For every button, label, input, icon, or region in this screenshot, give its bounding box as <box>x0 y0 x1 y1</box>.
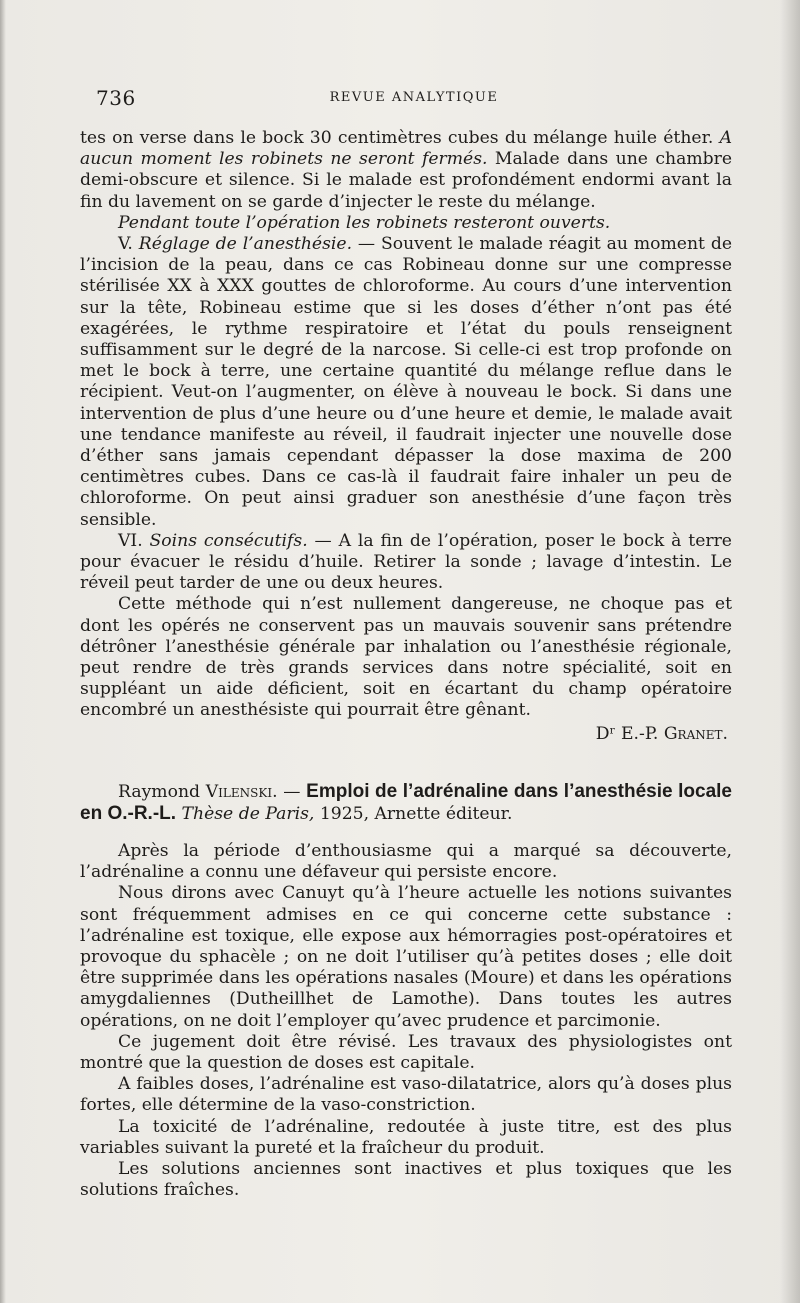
review-spacer <box>80 825 732 841</box>
paragraph-1 <box>80 128 732 213</box>
paragraph-2-italic: Pendant toute l’opération les robinets resteront ouverts. <box>118 212 611 233</box>
section-vi-label: VI. <box>118 530 150 551</box>
paragraph-1-italic: A aucun moment les robinets ne seront fermés. <box>80 128 732 170</box>
page-left-shadow <box>0 0 6 1303</box>
review-title: Emploi de l’adrénaline dans l’anesthésie locale en O.-R.-L. <box>80 780 732 824</box>
review-author-last: Vilenski <box>205 781 273 802</box>
running-title: REVUE ANALYTIQUE <box>329 90 499 105</box>
review-paragraph-3: Ce jugement doit être révisé. Les travaux des physiologistes ont montré que la question de doses est capitale. <box>80 1031 732 1073</box>
paragraph-4-text: — A la fin de l’opération, poser le bock à terre pour évacuer le résidu d’huile. Retirer la sonde ; lavage d’intestin. Le réveil peut tarder de une ou deux heures. <box>80 530 732 594</box>
paragraph-5: Cette méthode qui n’est nullement dangereuse, ne choque pas et dont les opérés ne conservent pas un mauvais souvenir sans prétendre détrôner l’anesthésie générale par inhalation ou l’anesthésie régionale, peut rendre de très grands services dans notre spécialité, soit en suppléant un aide déficient, soit en écartant du champ opératoire encombré un anesthésiste qui pourrait être gênant. <box>80 594 732 721</box>
paragraph-3 <box>80 234 732 531</box>
section-v-label: V. <box>118 234 139 255</box>
paragraph-4 <box>80 531 732 595</box>
page-header <box>96 86 732 114</box>
section-vi-heading: Soins consécutifs. <box>149 530 308 551</box>
review-paragraph-4: A faibles doses, l’adrénaline est vaso-dilatatrice, alors qu’à doses plus fortes, elle détermine de la vaso-constriction. <box>80 1074 732 1116</box>
page-number: 736 <box>96 86 136 110</box>
review-author-first: Raymond <box>118 781 206 802</box>
signature: Dʳ E.-P. Granet. <box>595 723 728 744</box>
review-paragraph-1: Après la période d’enthousiasme qui a marqué sa découverte, l’adrénaline a connu une défaveur qui persiste encore. <box>80 840 732 883</box>
review-heading <box>80 781 732 825</box>
review-source-italic: Thèse de Paris, <box>181 803 315 824</box>
page-right-shadow <box>780 0 800 1303</box>
review-paragraph-6: Les solutions anciennes sont inactives et plus toxiques que les solutions fraîches. <box>80 1158 732 1201</box>
paragraph-1-text: tes on verse dans le bock 30 centimètres cubes du mélange huile éther. <box>80 128 720 148</box>
section-separator <box>80 745 732 781</box>
paragraph-3-text: — Souvent le malade réagit au moment de l’incision de la peau, dans ce cas Robineau donne sur une compresse stérilisée XX à XXX gouttes de chloroforme. Au cours d’une intervention sur la tête, Robineau estime que si les doses d’éther n’ont pas été exagérées, le rythme respiratoire et l’état du pouls renseignent suffisamment sur le degré de la narcose. Si celle-ci est trop profonde on met le bock à terre, une certaine quantité du mélange reflue dans le récipient. Veut-on l’augmenter, on élève à nouveau le bock. Si dans une intervention de plus d’une heure ou d’une heure et demie, le malade avait une tendance manifeste au réveil, il faudrait injecter une nouvelle dose d’éther sans jamais cependant dépasser la dose maxima de 200 centimètres cubes. Dans ce cas-là il faudrait faire inhaler un peu de chloroforme. On peut ainsi graduer son anesthésie d’une façon très sensible. <box>80 234 732 530</box>
review-source-rest: 1925, Arnette éditeur. <box>314 803 513 824</box>
review-paragraph-5: La toxicité de l’adrénaline, redoutée à juste titre, est des plus variables suivant la pureté et la fraîcheur du produit. <box>80 1116 732 1158</box>
paragraph-2 <box>80 213 732 234</box>
body-text <box>80 128 732 1201</box>
paragraph-1-tail: Malade dans une chambre demi-obscure et silence. Si le malade est profondément endormi avant la fin du lavement on se garde d’injecter le reste du mélange. <box>80 149 733 212</box>
section-v-heading: Réglage de l’anesthésie. <box>138 234 353 255</box>
review-dash: . — <box>272 781 307 802</box>
review-paragraph-2: Nous dirons avec Canuyt qu’à l’heure actuelle les notions suivantes sont fréquemment admises en ce qui concerne cette substance : l’adrénaline est toxique, elle expose aux hémorragies post-opératoires et provoque du sphacèle ; on ne doit l’utiliser qu’à petites doses ; elle doit être supprimée dans les opérations nasales (Moure) et dans les opérations amygdaliennes (Dutheillhet de Lamothe). Dans toutes les autres opérations, on ne doit l’employer qu’avec prudence et parcimonie. <box>80 883 732 1031</box>
